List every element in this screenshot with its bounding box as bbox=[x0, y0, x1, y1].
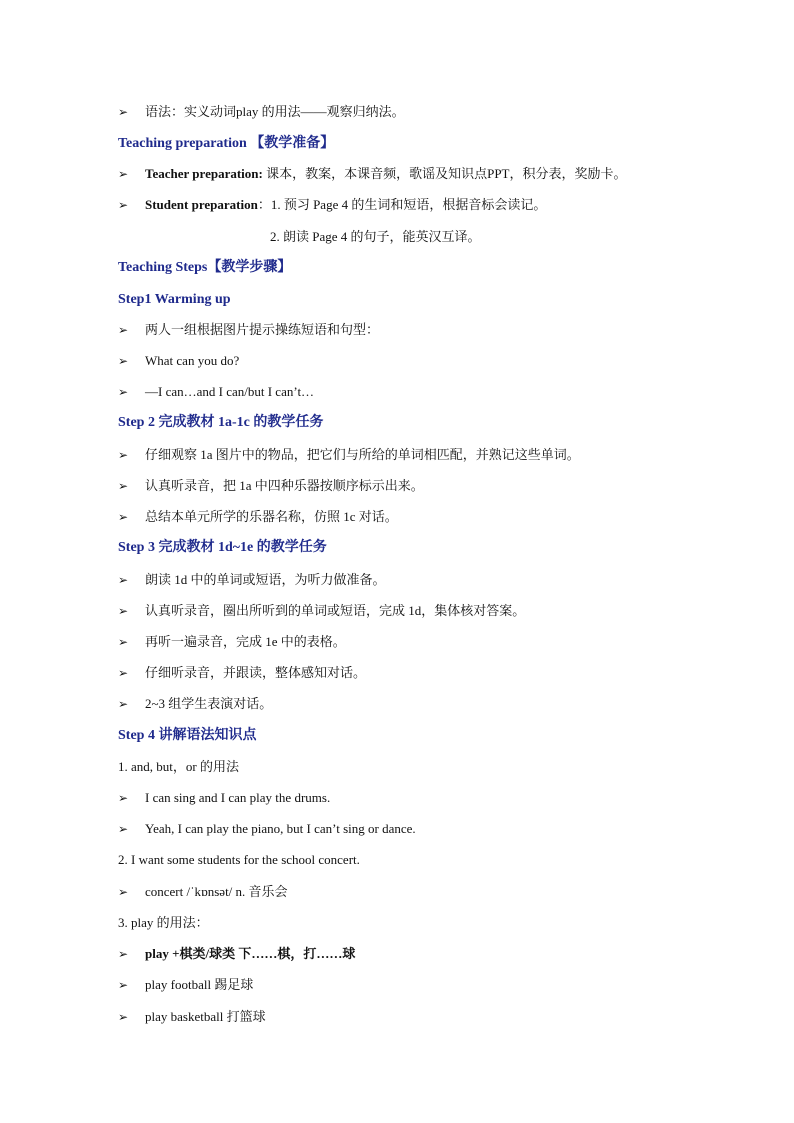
list-item: ➢ I can sing and I can play the drums. bbox=[118, 787, 330, 809]
list-item: ➢ 仔细观察 1a 图片中的物品，把它们与所给的单词相匹配，并熟记这些单词。 bbox=[118, 444, 580, 466]
list-item: ➢ play football 踢足球 bbox=[118, 974, 253, 996]
section-heading-steps: Teaching Steps【教学步骤】 bbox=[118, 260, 292, 275]
list-item: ➢ What can you do? bbox=[118, 350, 239, 372]
step-heading-1: Step1 Warming up bbox=[118, 292, 231, 307]
list-item: ➢ concert /ˈkɒnsət/ n. 音乐会 bbox=[118, 881, 288, 903]
arrow-bullet-icon: ➢ bbox=[118, 198, 129, 212]
list-item: ➢ Student preparation：1. 预习 Page 4 的生词和短语，根据音标会读记。 bbox=[118, 194, 546, 216]
step-heading-2: Step 2 完成教材 1a-1c 的教学任务 bbox=[118, 415, 324, 430]
list-item: ➢ 认真听录音，圈出所听到的单词或短语，完成 1d，集体核对答案。 bbox=[118, 600, 525, 622]
arrow-bullet-icon: ➢ bbox=[118, 448, 129, 462]
list-item-continuation: 2. 朗读 Page 4 的句子，能英汉互译。 bbox=[270, 229, 481, 244]
arrow-bullet-icon: ➢ bbox=[118, 167, 129, 181]
list-item: ➢ —I can…and I can/but I can’t… bbox=[118, 381, 314, 403]
arrow-bullet-icon: ➢ bbox=[118, 354, 129, 368]
grammar-point-1: 1. and, but，or 的用法 bbox=[118, 759, 239, 774]
grammar-point-3: 3. play 的用法： bbox=[118, 915, 209, 930]
arrow-bullet-icon: ➢ bbox=[118, 697, 129, 711]
arrow-bullet-icon: ➢ bbox=[118, 510, 129, 524]
list-item: ➢ 语法：实义动词play 的用法——观察归纳法。 bbox=[118, 101, 405, 123]
step-heading-3: Step 3 完成教材 1d~1e 的教学任务 bbox=[118, 540, 327, 555]
arrow-bullet-icon: ➢ bbox=[118, 105, 129, 119]
arrow-bullet-icon: ➢ bbox=[118, 635, 129, 649]
list-item: ➢ 总结本单元所学的乐器名称，仿照 1c 对话。 bbox=[118, 506, 398, 528]
list-item: ➢ 两人一组根据图片提示操练短语和句型： bbox=[118, 319, 379, 341]
grammar-point-2: 2. I want some students for the school concert. bbox=[118, 852, 360, 867]
arrow-bullet-icon: ➢ bbox=[118, 1010, 129, 1024]
arrow-bullet-icon: ➢ bbox=[118, 479, 129, 493]
arrow-bullet-icon: ➢ bbox=[118, 947, 129, 961]
arrow-bullet-icon: ➢ bbox=[118, 666, 129, 680]
list-item: ➢ 再听一遍录音，完成 1e 中的表格。 bbox=[118, 631, 346, 653]
step-heading-4: Step 4 讲解语法知识点 bbox=[118, 728, 257, 743]
list-item: ➢ 仔细听录音，并跟读，整体感知对话。 bbox=[118, 662, 366, 684]
arrow-bullet-icon: ➢ bbox=[118, 885, 129, 899]
arrow-bullet-icon: ➢ bbox=[118, 822, 129, 836]
list-item: ➢ play +棋类/球类 下……棋，打……球 bbox=[118, 943, 355, 965]
section-heading-preparation: Teaching preparation 【教学准备】 bbox=[118, 136, 335, 151]
arrow-bullet-icon: ➢ bbox=[118, 385, 129, 399]
list-item: ➢ 认真听录音，把 1a 中四种乐器按顺序标示出来。 bbox=[118, 475, 424, 497]
arrow-bullet-icon: ➢ bbox=[118, 978, 129, 992]
arrow-bullet-icon: ➢ bbox=[118, 323, 129, 337]
list-item: ➢ 2~3 组学生表演对话。 bbox=[118, 693, 272, 715]
arrow-bullet-icon: ➢ bbox=[118, 573, 129, 587]
list-item: ➢ Teacher preparation: 课本，教案，本课音频，歌谣及知识点PPT，积分表，奖励卡。 bbox=[118, 163, 627, 185]
arrow-bullet-icon: ➢ bbox=[118, 791, 129, 805]
arrow-bullet-icon: ➢ bbox=[118, 604, 129, 618]
list-item: ➢ 朗读 1d 中的单词或短语，为听力做准备。 bbox=[118, 569, 386, 591]
list-item: ➢ Yeah, I can play the piano, but I can’t sing or dance. bbox=[118, 818, 416, 840]
list-item: ➢ play basketball 打篮球 bbox=[118, 1006, 266, 1028]
